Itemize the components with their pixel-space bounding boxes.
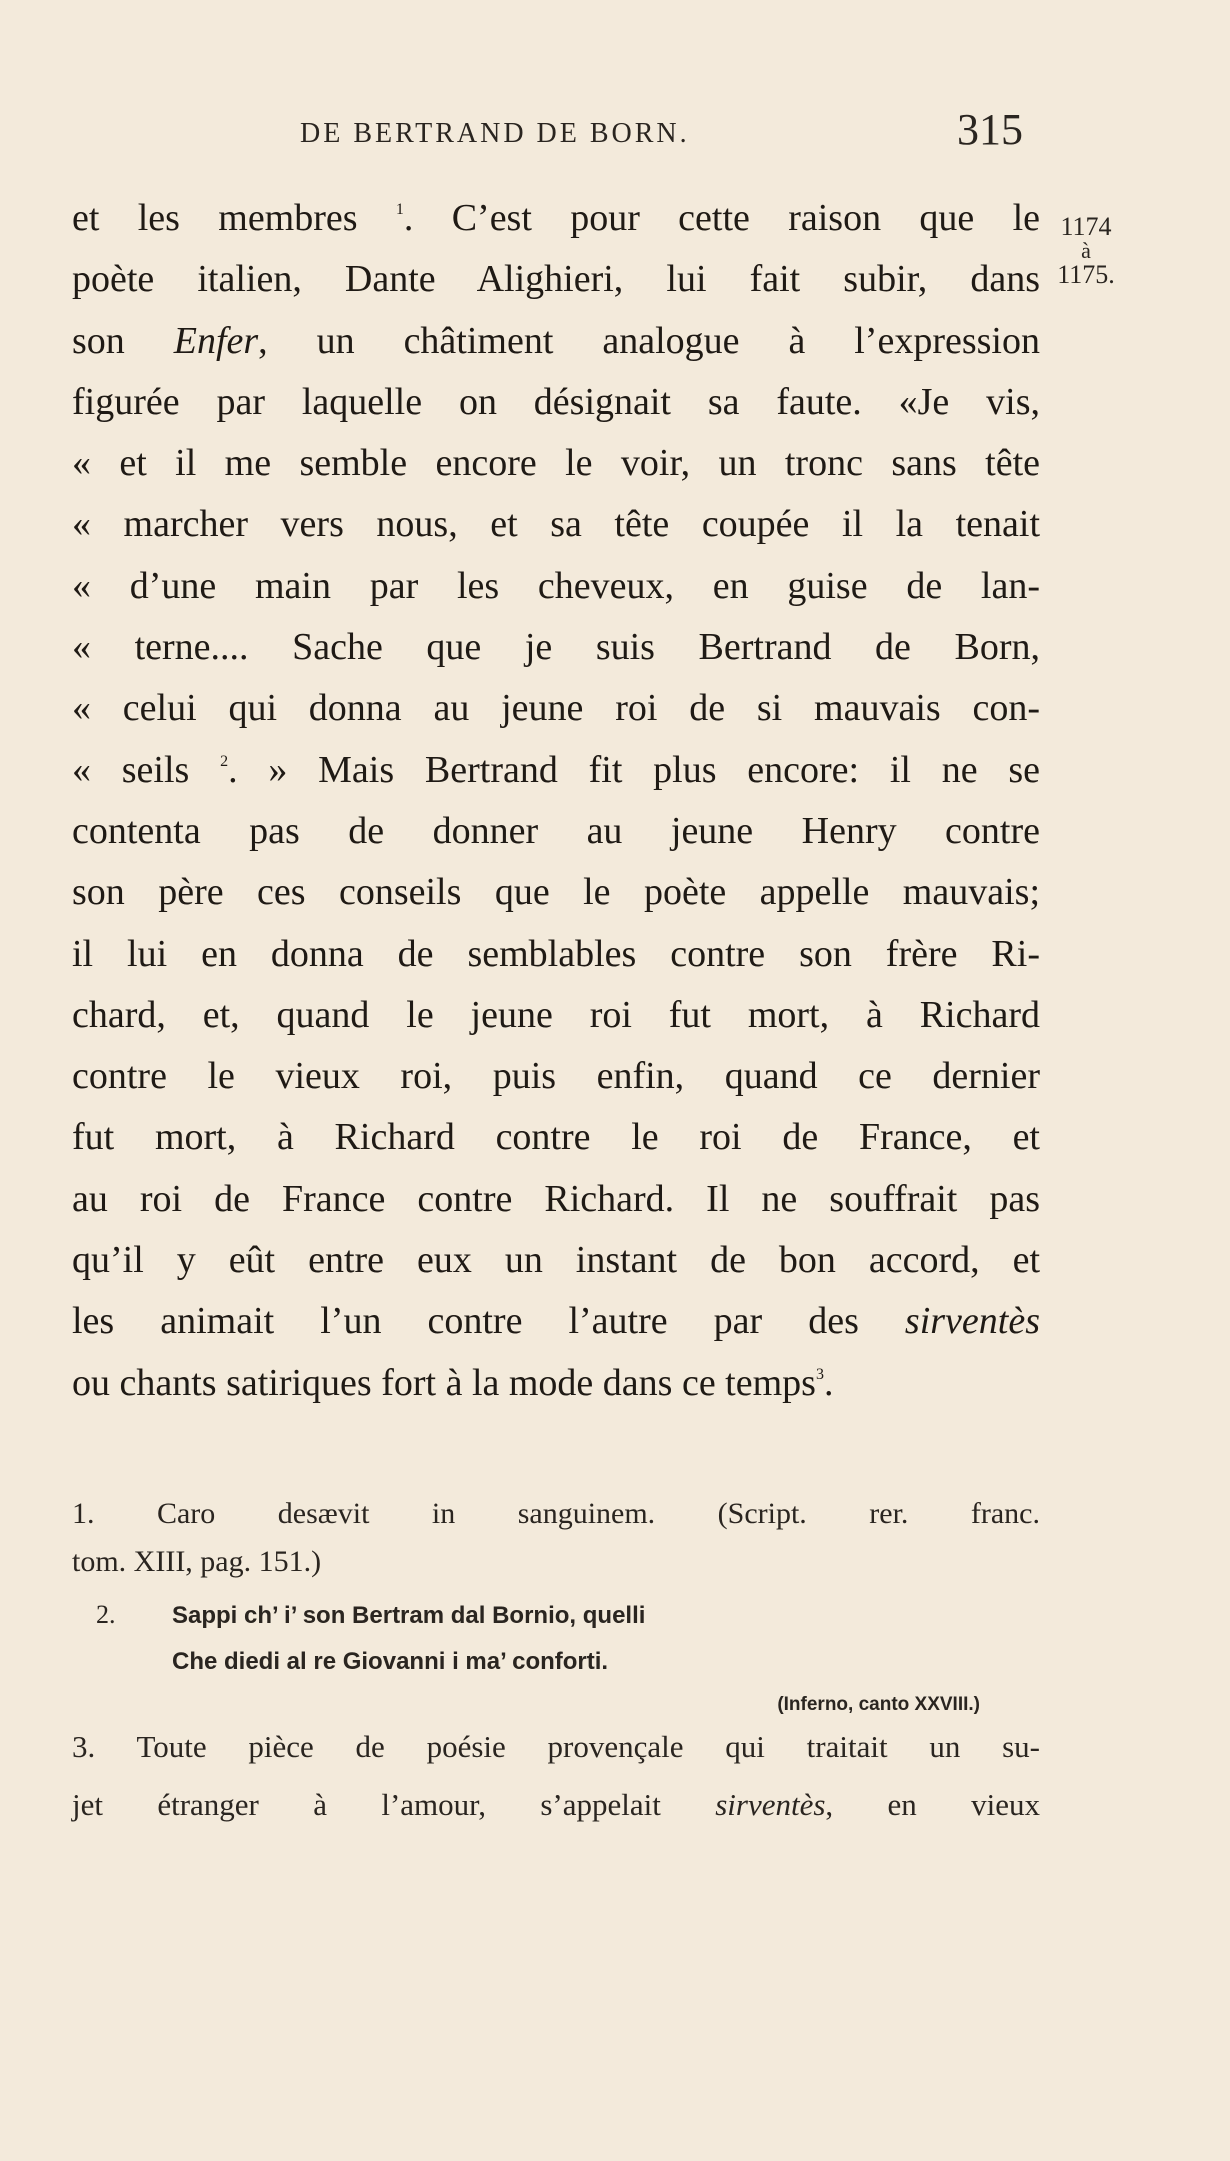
page-number: 315 bbox=[957, 105, 1023, 154]
footnote-1 bbox=[72, 1490, 1040, 1586]
footnote-line: 1. Caro desævit in sanguinem. (Script. rer. franc. bbox=[72, 1497, 1040, 1530]
text-line: « celui qui donna au jeune roi de si mauvais con- bbox=[72, 687, 1040, 730]
text-line: « marcher vers nous, et sa tête coupée il la tenait bbox=[72, 503, 1040, 546]
text-segment: son bbox=[72, 319, 174, 362]
text-line: contenta pas de donner au jeune Henry contre bbox=[72, 809, 1040, 852]
text-line: fut mort, à Richard contre le roi de France, et bbox=[72, 1116, 1040, 1159]
italic-term: sirventès bbox=[904, 1300, 1040, 1343]
text-line bbox=[72, 188, 1040, 249]
footnote-ref: 3 bbox=[815, 1365, 824, 1383]
footnote-ref: 2 bbox=[220, 752, 229, 770]
footnote-verse-line bbox=[72, 1592, 1040, 1639]
verse-text: Che diedi al re Giovanni i ma’ conforti. bbox=[172, 1648, 609, 1675]
text-line bbox=[72, 1353, 1040, 1414]
text-segment: . » Mais Bertrand fit plus encore: il ne se bbox=[228, 748, 1040, 791]
text-segment: . bbox=[823, 1361, 834, 1404]
text-segment: jet étranger à l’amour, s’appelait bbox=[72, 1787, 716, 1822]
footnote-line: tom. XIII, pag. 151.) bbox=[72, 1545, 322, 1578]
margin-connector: à bbox=[1081, 238, 1091, 263]
text-line: contre le vieux roi, puis enfin, quand ce dernier bbox=[72, 1055, 1040, 1098]
margin-year-end: 1175. bbox=[1057, 260, 1115, 289]
italic-term: sirventès bbox=[715, 1787, 826, 1822]
footnote-number: 2. bbox=[96, 1600, 116, 1629]
footnote-2 bbox=[72, 1592, 1040, 1725]
text-line: qu’il y eût entre eux un instant de bon accord, et bbox=[72, 1239, 1040, 1282]
text-segment: , en vieux bbox=[825, 1787, 1040, 1822]
body-paragraph bbox=[72, 188, 1040, 1414]
text-line: son père ces conseils que le poète appelle mauvais; bbox=[72, 871, 1040, 914]
text-segment: « seils bbox=[72, 748, 221, 791]
italic-title: Enfer bbox=[173, 319, 259, 362]
footnote-ref: 1 bbox=[395, 201, 404, 218]
margin-year-start: 1174 bbox=[1060, 212, 1112, 241]
text-segment: , un châtiment analogue à l’expression bbox=[258, 319, 1040, 362]
verse-citation: (Inferno, canto XXVIII.) bbox=[777, 1694, 980, 1715]
text-segment: . C’est pour cette raison que le bbox=[403, 197, 1040, 239]
text-line bbox=[72, 311, 1040, 372]
text-line: « et il me semble encore le voir, un tronc sans tête bbox=[72, 442, 1040, 485]
verse-text: Sappi ch’ i’ son Bertram dal Bornio, quelli bbox=[172, 1602, 646, 1629]
text-line: poète italien, Dante Alighieri, lui fait subir, dans bbox=[72, 258, 1040, 301]
text-line: « terne.... Sache que je suis Bertrand de Born, bbox=[72, 626, 1040, 669]
text-segment: ou chants satiriques fort à la mode dans ce temps bbox=[72, 1361, 816, 1404]
text-line: chard, et, quand le jeune roi fut mort, à Richard bbox=[72, 993, 1040, 1036]
text-line: figurée par laquelle on désignait sa faute. «Je vis, bbox=[72, 380, 1040, 423]
text-line: « d’une main par les cheveux, en guise de lan- bbox=[72, 564, 1040, 607]
footnote-3 bbox=[72, 1718, 1040, 1834]
margin-date-note bbox=[1046, 212, 1126, 290]
footnote-line bbox=[72, 1776, 1040, 1834]
text-line bbox=[72, 740, 1040, 801]
text-line: il lui en donna de semblables contre son frère Ri- bbox=[72, 932, 1040, 975]
text-line: au roi de France contre Richard. Il ne souffrait pas bbox=[72, 1177, 1040, 1220]
running-title: DE BERTRAND DE BORN. bbox=[300, 118, 690, 149]
text-segment: et les membres bbox=[72, 197, 396, 239]
footnote-line: 3. Toute pièce de poésie provençale qui traitait un su- bbox=[72, 1729, 1040, 1764]
text-line bbox=[72, 1291, 1040, 1352]
text-segment: les animait l’un contre l’autre par des bbox=[72, 1300, 905, 1343]
